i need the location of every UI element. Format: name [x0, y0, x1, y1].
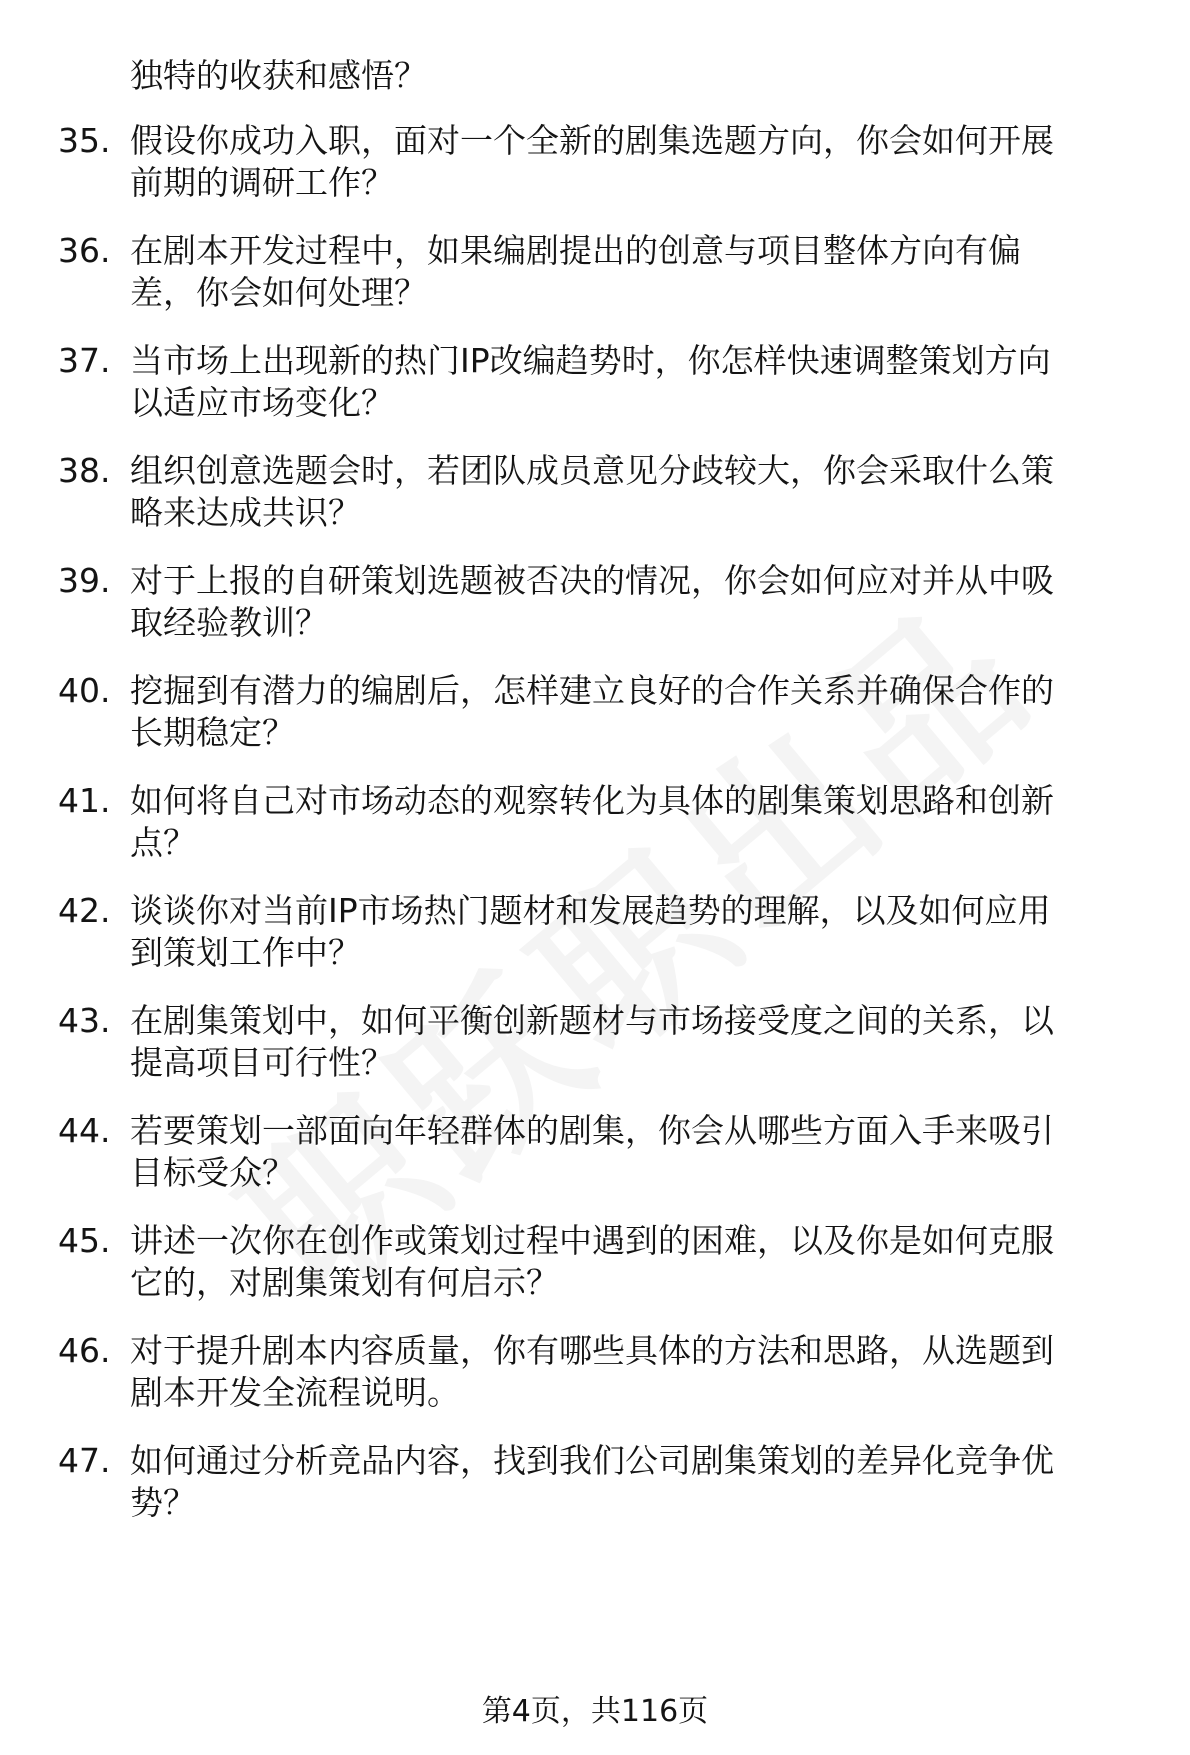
question-number: 35. — [58, 121, 111, 160]
question-number: 43. — [58, 1001, 111, 1040]
question-number: 46. — [58, 1331, 111, 1370]
question-text-line2: 以适应市场变化？ — [130, 383, 394, 422]
question-number: 44. — [58, 1111, 111, 1150]
question-text-line2: 差，你会如何处理？ — [130, 273, 427, 312]
question-text-line1: 组织创意选题会时，若团队成员意见分歧较大，你会采取什么策 — [130, 451, 1054, 490]
question-number: 36. — [58, 231, 111, 270]
question-text-line1: 对于上报的自研策划选题被否决的情况，你会如何应对并从中吸 — [130, 561, 1054, 600]
question-text-line1: 挖掘到有潜力的编剧后，怎样建立良好的合作关系并确保合作的 — [130, 671, 1054, 710]
question-text-line1: 如何通过分析竞品内容，找到我们公司剧集策划的差异化竞争优 — [130, 1441, 1054, 1480]
question-text-line2: 前期的调研工作？ — [130, 163, 394, 202]
question-text-line2: 长期稳定？ — [130, 713, 295, 752]
question-text-line2: 剧本开发全流程说明。 — [130, 1373, 460, 1412]
question-number: 37. — [58, 341, 111, 380]
question-text-line1: 在剧集策划中，如何平衡创新题材与市场接受度之间的关系，以 — [130, 1001, 1054, 1040]
page-footer: 第4页，共116页 — [481, 1694, 709, 1729]
question-text-line2: 略来达成共识？ — [130, 493, 361, 532]
question-text-line2: 它的，对剧集策划有何启示？ — [130, 1263, 559, 1302]
question-text-line2: 势？ — [130, 1483, 196, 1522]
question-text-line1: 当市场上出现新的热门IP改编趋势时，你怎样快速调整策划方向 — [130, 341, 1051, 380]
question-text-line1: 如何将自己对市场动态的观察转化为具体的剧集策划思路和创新 — [130, 781, 1054, 820]
question-text-line1: 假设你成功入职，面对一个全新的剧集选题方向，你会如何开展 — [130, 121, 1054, 160]
question-text-line1: 若要策划一部面向年轻群体的剧集，你会从哪些方面入手来吸引 — [130, 1111, 1054, 1150]
question-text-line1: 讲述一次你在创作或策划过程中遇到的困难，以及你是如何克服 — [130, 1221, 1054, 1260]
question-text-line1: 在剧本开发过程中，如果编剧提出的创意与项目整体方向有偏 — [130, 231, 1021, 270]
question-number: 39. — [58, 561, 111, 600]
question-number: 38. — [58, 451, 111, 490]
question-number: 41. — [58, 781, 111, 820]
continuation-text: 独特的收获和感悟？ — [130, 56, 427, 95]
question-number: 47. — [58, 1441, 111, 1480]
question-text-line2: 点？ — [130, 823, 196, 862]
question-text-line2: 取经验教训？ — [130, 603, 328, 642]
question-text-line1: 谈谈你对当前IP市场热门题材和发展趋势的理解，以及如何应用 — [130, 891, 1051, 930]
question-number: 40. — [58, 671, 111, 710]
question-number: 45. — [58, 1221, 111, 1260]
question-text-line1: 对于提升剧本内容质量，你有哪些具体的方法和思路，从选题到 — [130, 1331, 1054, 1370]
question-text-line2: 到策划工作中？ — [130, 933, 361, 972]
question-text-line2: 提高项目可行性？ — [130, 1043, 394, 1082]
question-text-line2: 目标受众？ — [130, 1153, 295, 1192]
question-number: 42. — [58, 891, 111, 930]
